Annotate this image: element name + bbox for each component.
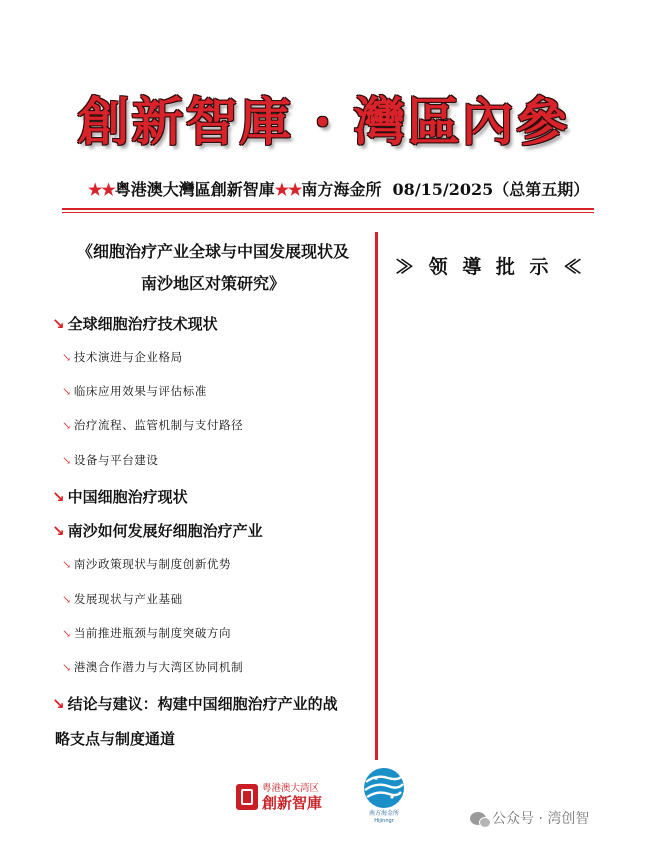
toc-title-line2: 南沙地区对策研究》 — [140, 274, 285, 293]
toc-item-label: 设备与平台建设 — [73, 453, 159, 467]
toc-item — [52, 485, 188, 509]
toc-item-label: 临床应用效果与评估标准 — [73, 384, 207, 398]
haijin-logo-en: Hijinngr — [374, 818, 394, 824]
arrow-icon: ↘ — [62, 419, 72, 432]
think-tank-logo-main: 創新智庫 — [262, 794, 323, 812]
arrow-icon: ↘ — [52, 695, 65, 713]
toc-item — [62, 657, 243, 678]
subline-date-issue: 08/15/2025（总第五期） — [392, 180, 590, 199]
toc-item-label: 全球细胞治疗技术现状 — [67, 315, 218, 333]
toc-item-label: 结论与建议：构建中国细胞治疗产业的战 — [67, 695, 338, 713]
star-mark: ★★ — [274, 180, 302, 199]
toc-item — [62, 347, 183, 368]
toc-item — [62, 415, 243, 436]
arrow-icon: ↘ — [52, 488, 65, 506]
toc-item — [62, 381, 207, 402]
arrow-icon: ↘ — [62, 454, 72, 467]
toc-item-label: 发展现状与产业基础 — [73, 592, 183, 606]
toc-item-label: 治疗流程、监管机制与支付路径 — [73, 418, 244, 432]
arrow-icon: ↘ — [62, 351, 72, 364]
toc-item — [52, 312, 218, 336]
star-mark: ★★ — [88, 180, 115, 199]
toc-item-label: 南沙如何发展好细胞治疗产业 — [67, 522, 263, 540]
arrow-icon: ↘ — [52, 315, 65, 333]
ocean-globe-icon — [356, 764, 412, 824]
toc-item-label: 港澳合作潜力与大湾区协同机制 — [73, 660, 244, 674]
masthead-title: 創新智庫 · 灣區內參 — [77, 92, 570, 153]
wechat-icon — [470, 812, 486, 825]
toc-item — [62, 554, 231, 575]
header-divider — [62, 208, 594, 213]
toc-item — [62, 589, 183, 610]
toc-item — [62, 450, 159, 471]
wechat-account-label: 公众号 · 湾创智 — [492, 811, 590, 827]
arrow-icon: ↘ — [62, 627, 72, 640]
toc-item-label: 当前推进瓶颈与制度突破方向 — [73, 626, 232, 640]
toc-item-continued: 略支点与制度通道 — [55, 730, 176, 748]
arrow-icon: ↘ — [62, 661, 72, 674]
column-divider — [375, 232, 378, 760]
seal-icon — [236, 784, 258, 810]
leader-instructions-heading: ≫ 领 導 批 示 ≪ — [395, 256, 587, 278]
toc-item — [52, 519, 263, 543]
masthead-subline — [88, 178, 628, 202]
think-tank-logo — [236, 778, 326, 816]
wechat-account[interactable] — [470, 808, 589, 828]
toc-item — [62, 623, 231, 644]
arrow-icon: ↘ — [62, 593, 72, 606]
subline-org1: 粤港澳大灣區創新智庫 — [114, 180, 275, 199]
toc-item-label: 南沙政策现状与制度创新优势 — [73, 557, 232, 571]
arrow-icon: ↘ — [62, 385, 72, 398]
toc-title — [58, 236, 368, 300]
haijin-logo — [356, 764, 412, 824]
toc-item — [52, 692, 338, 716]
haijin-logo-cn: 南方海金所 — [368, 810, 400, 817]
arrow-icon: ↘ — [52, 522, 65, 540]
arrow-icon: ↘ — [62, 558, 72, 571]
toc-item-label: 中国细胞治疗现状 — [67, 488, 188, 506]
toc-title-line1: 《细胞治疗产业全球与中国发展现状及 — [76, 242, 349, 261]
subline-org2: 南方海金所 — [301, 180, 382, 199]
think-tank-logo-top: 粤港澳大湾区 — [262, 783, 320, 794]
toc-item-label: 技术演进与企业格局 — [73, 350, 183, 364]
